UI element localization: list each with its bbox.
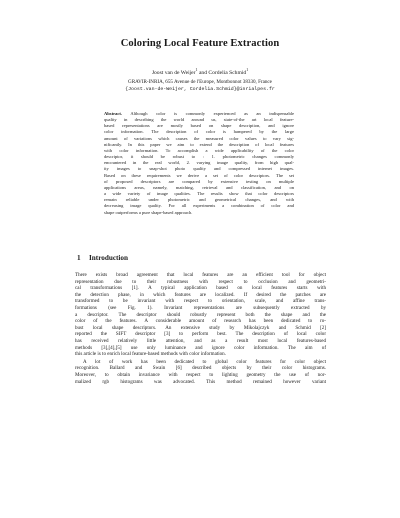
body-line: Moreover, to obtain invariance with respect to lighting geometry the use of nor- [75,371,326,378]
body-line: bust local shape descriptors. An extensive study by Mikolajczyk and Schmid [2] [75,324,326,331]
affiliation: GRAVIR-INRIA, 655 Avenue de l'Europe, Montbonnot 38330, France [128,79,272,85]
body-text [75,272,326,385]
abstract-label: Abstract. [104,111,123,116]
section-number: 1 [77,254,81,262]
author-affil-mark-2: 1 [246,67,249,72]
abstract-line: decreasing image quality. For all experiments a combination of color and [104,203,294,209]
body-line: reported the SIFT descriptor [3] to perform best. The description of local color [75,331,326,338]
abstract-line: applications areas, namely, matching, retrieval and classification, and on [104,184,294,190]
body-line: has received relatively little attention, and as a result most local features-based [75,337,326,344]
abstract-line: Based on these requirements we derive a set of color descriptors. The set [104,172,294,178]
abstract-line: ity images to snap-shot photo quality and compressed internet images. [104,166,294,172]
author-emails: {Joost.van-de-Weijer, Cordelia.Schmid}@inrialpes.fr [125,87,275,92]
body-line: recognition. Ballard and Swain [6] described objects by their color histograms. [75,365,326,372]
body-line: color of the features. A considerable amount of research has been dedicated to ro- [75,318,326,325]
author-name-1: Joost van de Weijer [151,69,196,76]
abstract-line: a wide variety of image qualities. The results show that color descriptors [104,191,294,197]
body-line: formations (see Fig. 1). Invariant representations are subsequently extracted by [75,304,326,311]
body-line: transformed to be invariant with respect to orientation, scale, and affine trans- [75,298,326,305]
author-line [0,67,400,76]
abstract-line: color information. The description of color is hampered by the large [104,129,294,135]
body-line: malized rgb histograms was advocated. This method remained however variant [75,378,326,385]
body-line: the detection phase, in which features are localized. If desired the patches are [75,291,326,298]
section-heading [77,254,128,262]
abstract-line: encountered in the real world, 2. varying image quality, from high qual- [104,160,294,166]
affiliation-block [0,79,400,93]
abstract-line: of proposed descriptors are compared by extensive testing on multiple [104,178,294,184]
abstract-line: quality in describing the world around us, state-of-the art local feature- [104,117,294,123]
body-line: this article is to enrich local feature-based methods with color information. [75,351,226,358]
author-name-2: and Cordelia Schmid [197,69,247,76]
author-affil-mark-1: 1 [195,67,198,72]
abstract-line: shape outperforms a pure shape-based approach. [104,209,193,215]
abstract-line: based representations are mostly based on shape description, and ignore [104,123,294,129]
body-line: cal transformations [1]. A typical application based on local features starts with [75,285,326,292]
body-line: There exists broad agreement that local features are an efficient tool for object [75,272,326,278]
section-title: Introduction [89,254,129,262]
abstract [104,111,294,216]
paper-title: Coloring Local Feature Extraction [120,38,280,49]
abstract-line: nificantly. In this paper we aim to extend the description of local features [104,141,294,147]
body-line: methods [3],[4],[5] use only luminance and ignore color information. The aim of [75,344,326,351]
paragraph-1 [75,272,326,358]
abstract-line: remain reliable under photometric and geometrical changes, and with [104,197,294,203]
abstract-line: amount of variations which causes the measured color values to vary sig- [104,135,294,141]
body-line: representation due to their robustness with respect to occlusion and geometri- [75,278,326,285]
abstract-line: Abstract. Although color is commonly experienced as an indispensable [104,111,295,116]
body-line: A lot of work has been dedicated to global color features for color object [83,358,326,365]
abstract-line: descriptor, it should be robust to : 1. photometric changes commonly [104,154,294,160]
abstract-line: with color information. To accomplish a wide applicability of the color [104,147,294,153]
body-line: a descriptor. The descriptor should robustly represent both the shape and the [75,311,326,318]
paragraph-2 [75,359,326,385]
